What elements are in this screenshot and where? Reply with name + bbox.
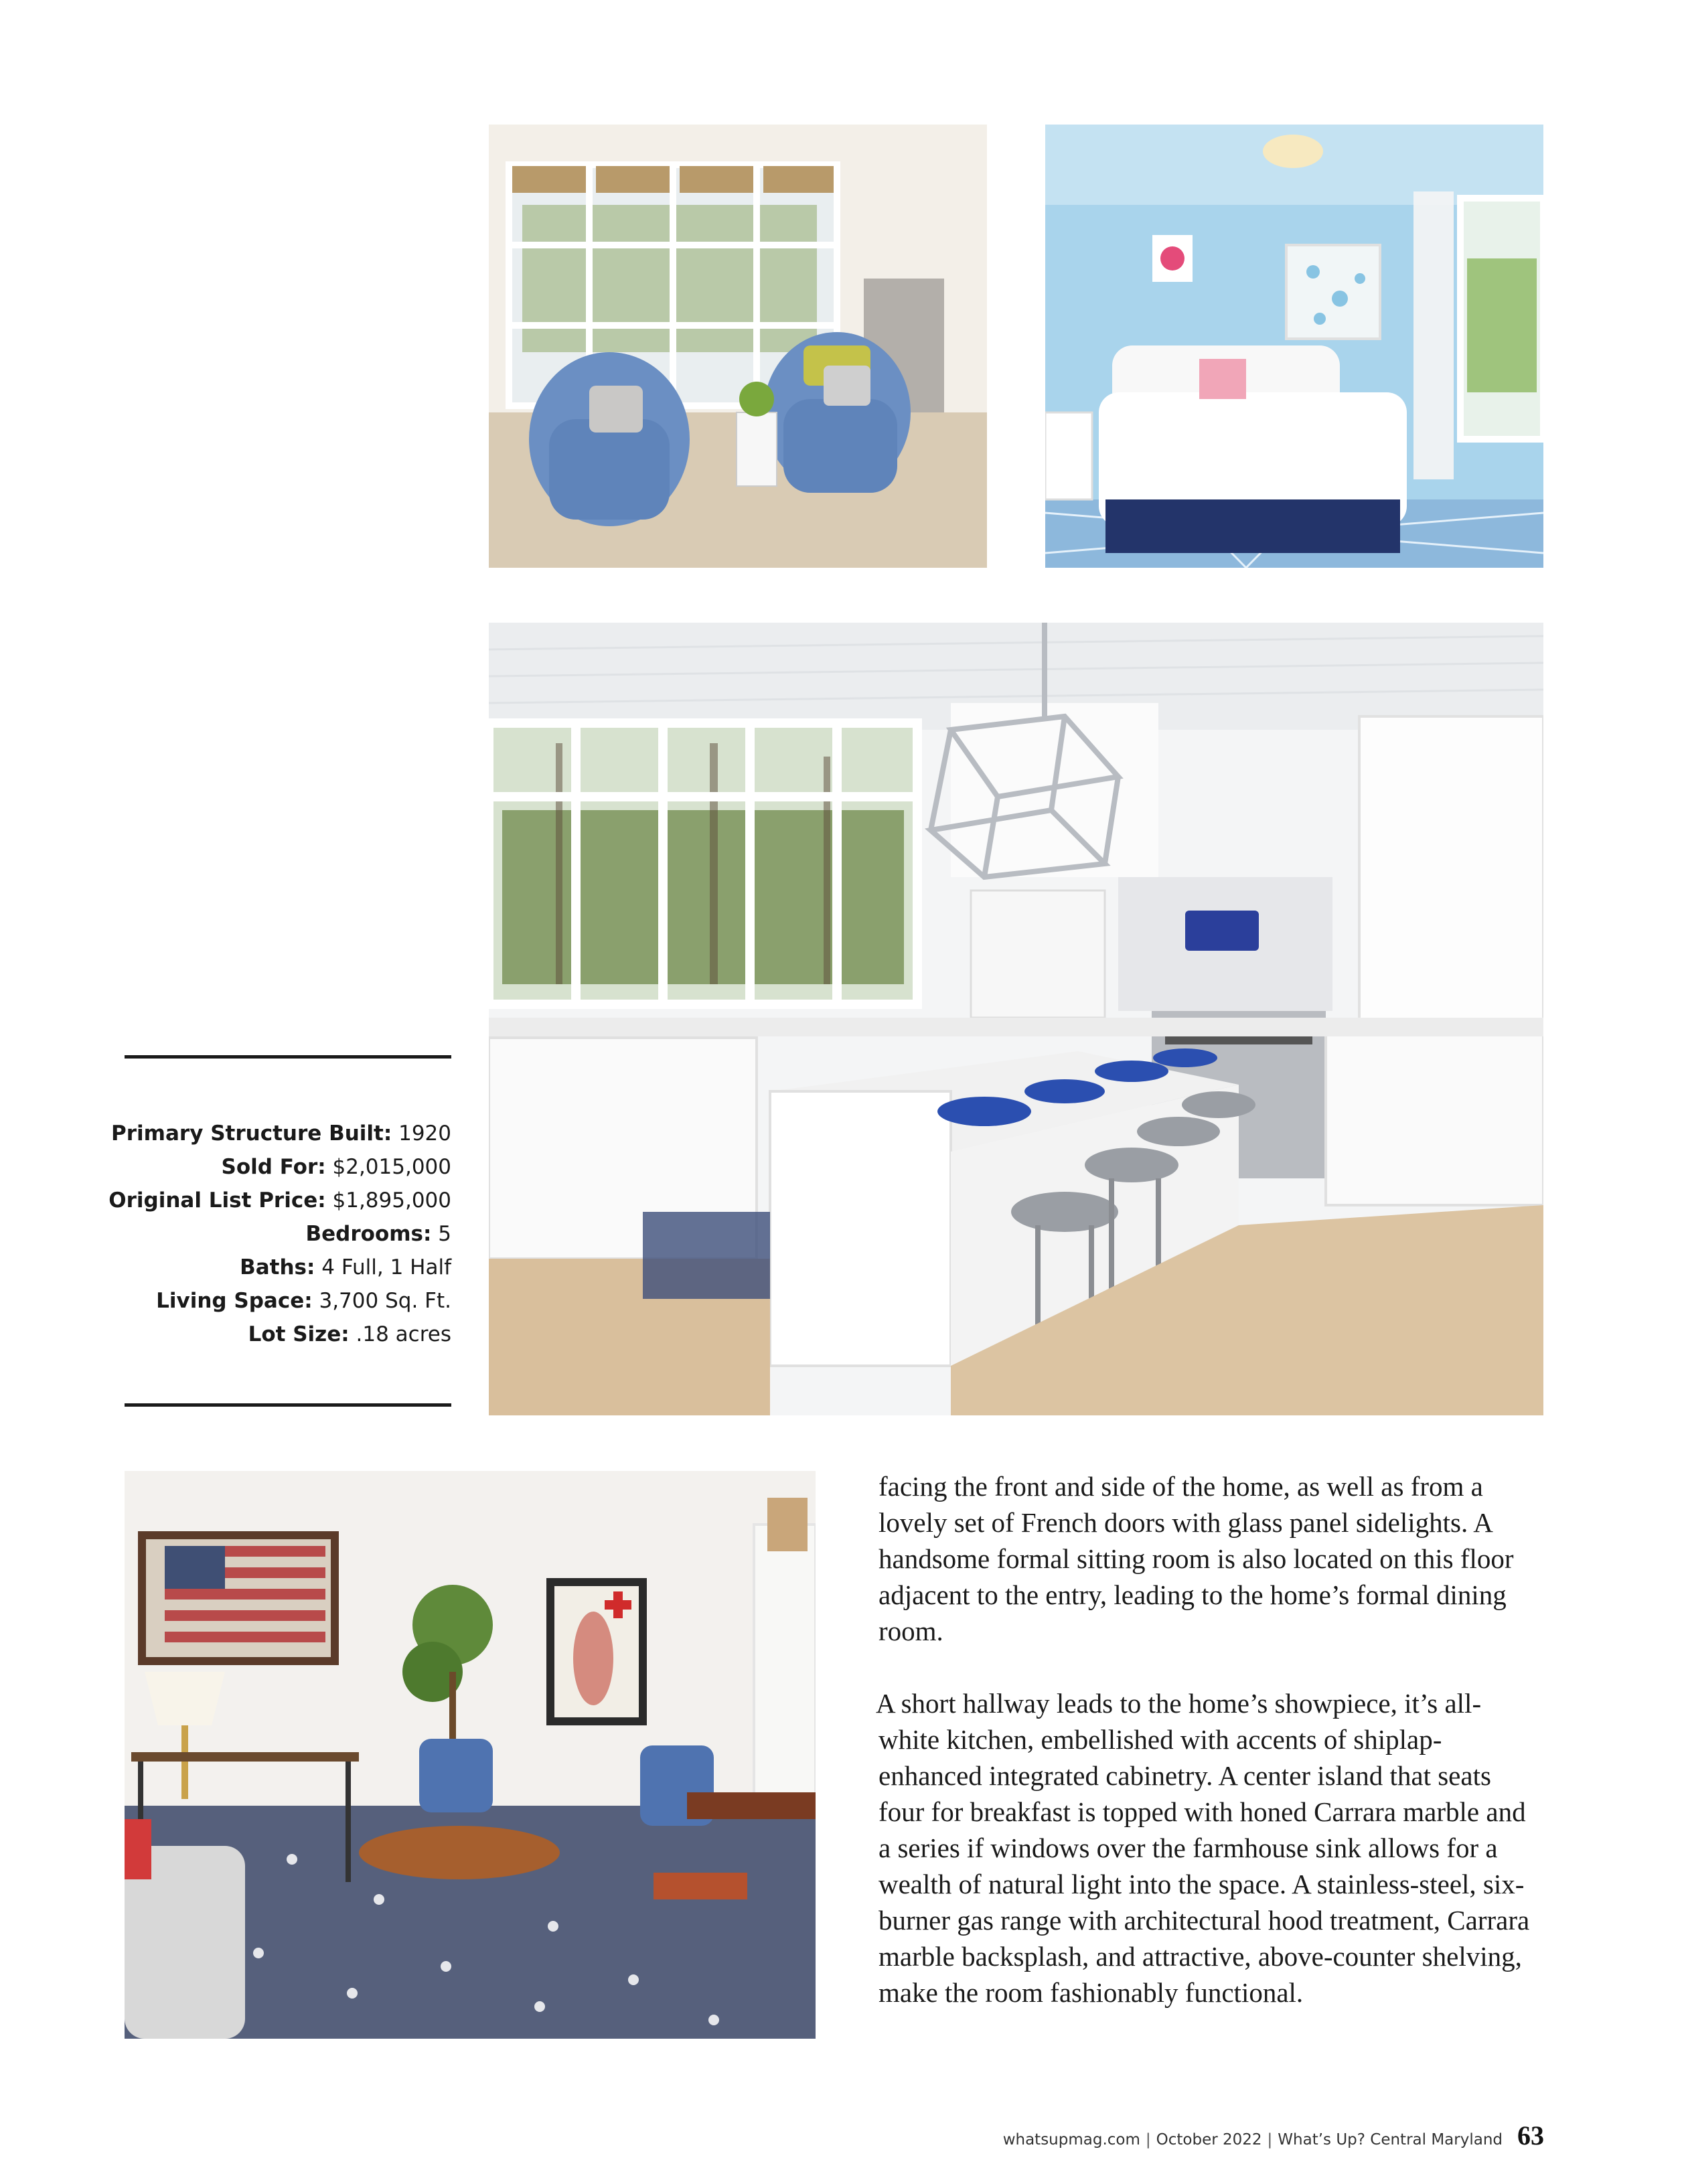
spec-row: Lot Size: .18 acres bbox=[248, 1322, 451, 1346]
spec-row: Primary Structure Built: 1920 bbox=[111, 1121, 451, 1146]
property-specs bbox=[100, 1117, 451, 1351]
specs-top-rule bbox=[125, 1055, 451, 1059]
spec-row: Original List Price: $1,895,000 bbox=[108, 1188, 451, 1213]
page-number: 63 bbox=[1517, 2120, 1544, 2151]
bedroom-photo bbox=[1045, 125, 1543, 568]
footer-separator: | bbox=[1145, 2131, 1151, 2149]
article-body bbox=[878, 1468, 1535, 2011]
footer-issue: October 2022 bbox=[1156, 2131, 1262, 2149]
sitting-room-photo bbox=[489, 125, 987, 568]
den-photo bbox=[125, 1471, 816, 2039]
article-paragraph: facing the front and side of the home, as well as from a lovely set of French doors with glass panel sidelights. A handsome formal sitting room is also located on this floor adjacent to the entry, leading to the home’s formal dining room. bbox=[878, 1471, 1514, 1646]
article-paragraph: A short hallway leads to the home’s showpiece, it’s all-white kitchen, embellished with accents of shiplap-enhanced integrated cabinetry. A center island that seats four for breakfast is topped with honed Carrara marble and a series if windows over the farmhouse sink allows for a wealth of natural light into the space. A stainless-steel, six-burner gas range with architectural hood treatment, Carrara marble backsplash, and attractive, above-counter shelving, make the room fashionably functional. bbox=[876, 1688, 1530, 2008]
footer-magazine: What’s Up? Central Maryland bbox=[1278, 2131, 1503, 2149]
footer-separator: | bbox=[1267, 2131, 1273, 2149]
spec-row: Bedrooms: 5 bbox=[305, 1222, 451, 1246]
specs-bottom-rule bbox=[125, 1403, 451, 1407]
page-footer bbox=[1003, 2120, 1544, 2151]
spec-row: Baths: 4 Full, 1 Half bbox=[240, 1255, 451, 1279]
spec-row: Living Space: 3,700 Sq. Ft. bbox=[156, 1289, 451, 1313]
kitchen-photo bbox=[489, 623, 1543, 1415]
spec-row: Sold For: $2,015,000 bbox=[221, 1155, 451, 1179]
footer-site: whatsupmag.com bbox=[1002, 2131, 1140, 2149]
